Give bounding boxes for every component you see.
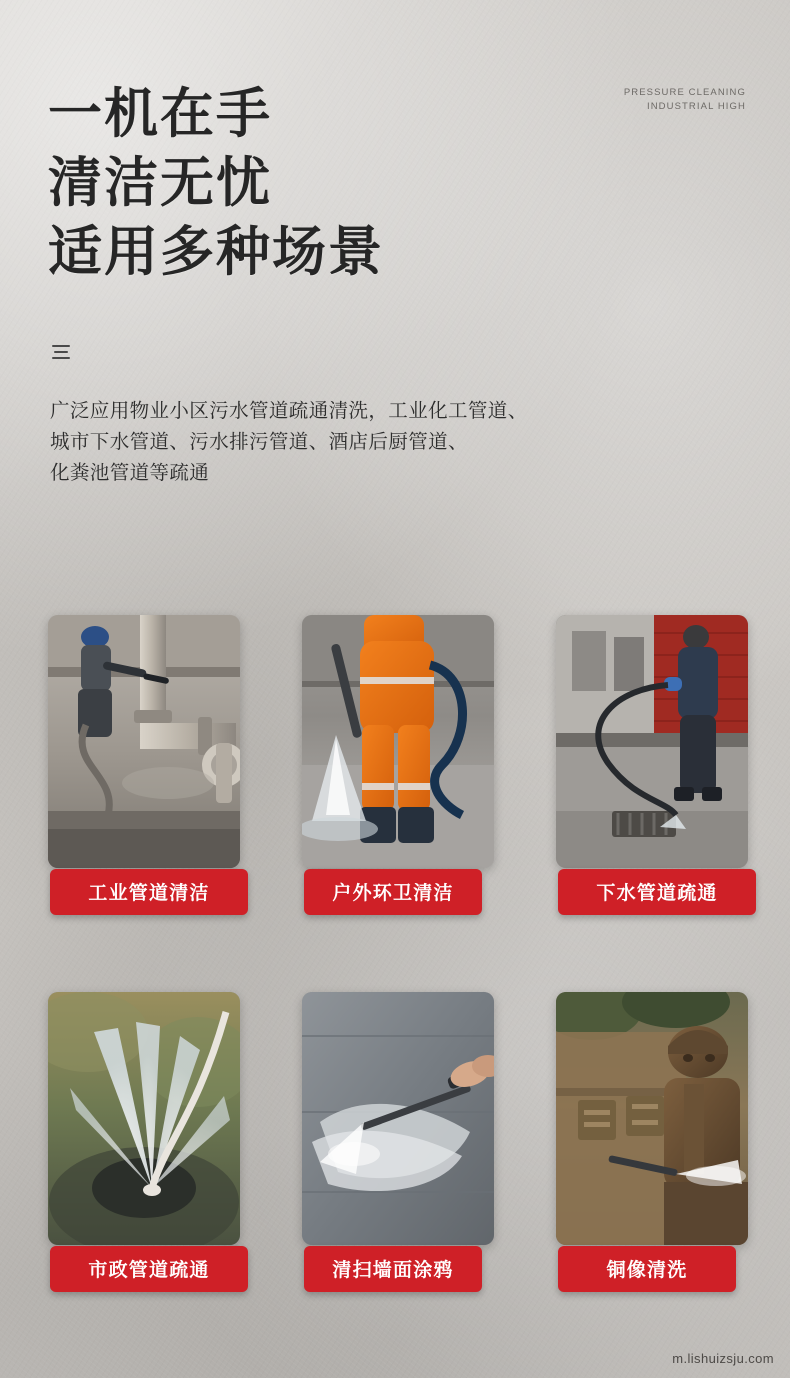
site-watermark: m.lishuizsju.com — [672, 1351, 774, 1366]
scenario-photo-industrial-pipe — [48, 615, 240, 868]
scenario-card — [556, 615, 748, 915]
description-line-3: 化粪池管道等疏通 — [50, 462, 210, 484]
scenario-card — [48, 992, 240, 1292]
scenario-photo-bronze-statue — [556, 992, 748, 1245]
scenario-card-grid — [48, 615, 748, 1292]
eyebrow-line-1: PRESSURE CLEANING — [623, 87, 746, 98]
scenario-card — [556, 992, 748, 1292]
scenario-caption: 工业管道清洁 — [50, 869, 248, 915]
eyebrow-line-2: INDUSTRIAL HIGH — [646, 101, 746, 112]
scenario-caption: 铜像清洗 — [558, 1246, 736, 1292]
description-line-2: 城市下水管道、污水排污管道、酒店后厨管道、 — [50, 431, 468, 453]
headline-line-2: 清洁无忧 — [48, 153, 272, 213]
eyebrow-text — [624, 86, 746, 114]
description-text — [50, 396, 650, 489]
scenario-photo-outdoor-sanitation — [302, 615, 494, 868]
headline — [48, 80, 384, 287]
divider-lines-icon — [52, 345, 74, 359]
scenario-caption: 市政管道疏通 — [50, 1246, 248, 1292]
scenario-photo-municipal-dredging — [48, 992, 240, 1245]
scenario-card — [302, 992, 494, 1292]
scenario-caption: 清扫墙面涂鸦 — [304, 1246, 482, 1292]
scenario-card — [302, 615, 494, 915]
headline-line-3: 适用多种场景 — [48, 222, 384, 282]
description-line-1: 广泛应用物业小区污水管道疏通清洗，工业化工管道、 — [50, 400, 528, 422]
scenario-photo-sewer-dredging — [556, 615, 748, 868]
scenario-caption: 户外环卫清洁 — [304, 869, 482, 915]
scenario-caption: 下水管道疏通 — [558, 869, 756, 915]
scenario-card — [48, 615, 240, 915]
scenario-photo-wall-graffiti — [302, 992, 494, 1245]
headline-line-1: 一机在手 — [48, 84, 272, 144]
